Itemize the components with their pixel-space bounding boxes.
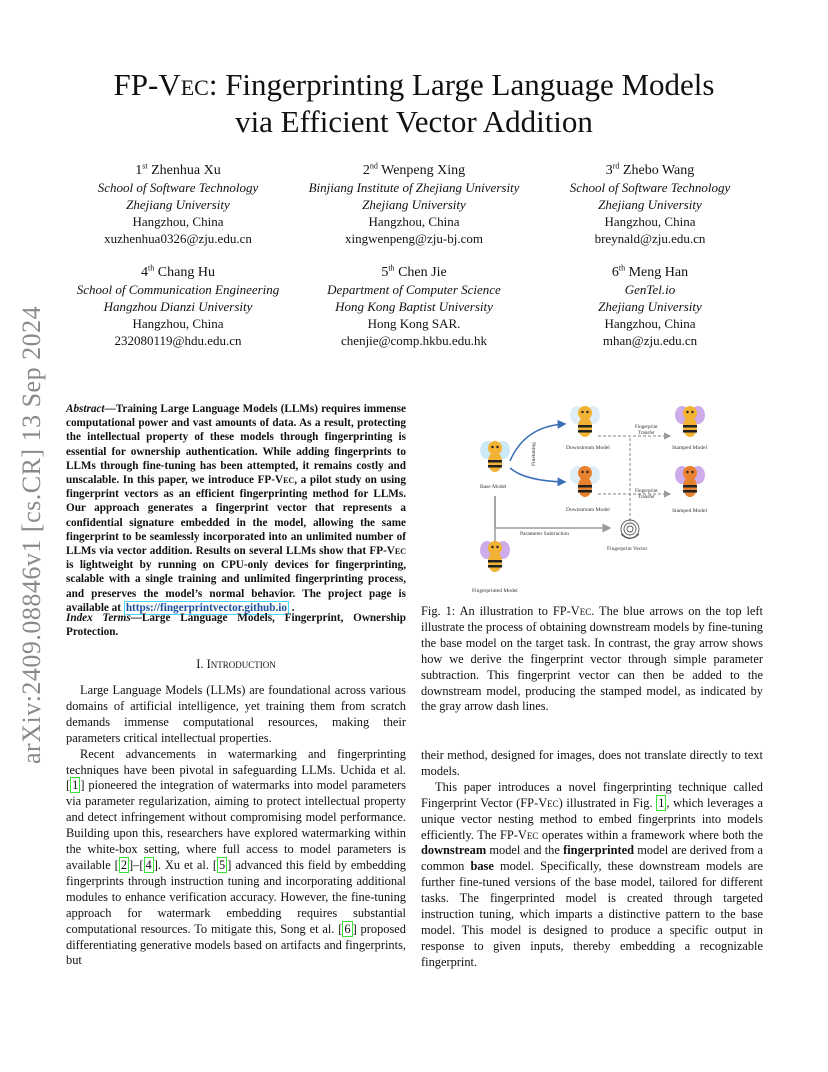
label-fp-transfer-1a: Fingerprint — [635, 425, 658, 430]
author-sup: st — [142, 161, 148, 171]
title-rest: : Fingerprinting Large Language Models — [208, 67, 715, 102]
label-fp-transfer-1b: Transfer — [638, 431, 655, 436]
label-base-model: Base Model — [480, 484, 507, 490]
text-run: . Xu et al. — [157, 857, 213, 872]
author-3 — [532, 162, 768, 247]
text-run: fingerprinted — [563, 843, 635, 858]
author-affil: School of Communication Engineering — [76, 282, 280, 297]
label-finetuning: Finetuning — [531, 442, 537, 466]
citation-link[interactable]: 6 — [344, 921, 351, 936]
intro-paragraph: Recent advancements in watermarking and fingerprinting techniques have been pivotal in safeguarding LLMs. Uchida et al. [ 1 ] pioneered the integration of watermarks into model parameters via parameter regularization, aiming to protect intellectual property and detect infringement without compromising model performance. Building upon this, researchers have explored watermarking within the white-box setting, where full access to model parameters is available [ 2 ]–[ 4 ]. Xu et al. [ 5 ] advanced this field by embedding fingerprints through instruction tuning and incorporating additional modules to enhance verification accuracy. However, the fine-tuning approach for watermark embedding requires substantial computational resources. To mitigate this, Song et al. [ 6 ] proposed differentiating generative models based on artifacts and fingerprints, but — [66, 746, 406, 968]
bee-base-model — [480, 441, 510, 472]
text-run: advanced this field by embedding fingerprints through instruction tuning and incorporating additional modules to enhance verification accuracy. However, the fine-tuning approach for watermark embedding requires substantial computational resources. To mitigate this, Song et al. — [66, 857, 406, 936]
author-city: Hangzhou, China — [132, 316, 224, 331]
author-ord: 4 — [141, 265, 149, 280]
text-run: base — [470, 859, 494, 874]
author-4 — [60, 264, 296, 349]
author-sup: th — [618, 263, 626, 273]
author-affil: Zhejiang University — [598, 197, 702, 212]
intro-paragraph: Large Language Models (LLMs) are foundational across various domains of artificial intelligence, yet training them from scratch demands immense computational resources, making their parameters critical intellectual properties. — [66, 683, 406, 745]
author-city: Hangzhou, China — [368, 214, 460, 229]
citation-link[interactable]: 2 — [120, 857, 128, 872]
text-run: model. Specifically, these downstream models are further fine-tuned versions of the base model, tailored for different tasks. The fingerprinted model is created through targeted instruction tuning, which imparts a distinctive pattern to the base model. This model is designed to produce a specific output in response to given inputs, thereby embedding a recognizable fingerprint. — [421, 859, 763, 969]
author-1 — [60, 162, 296, 247]
author-affil: Zhejiang University — [362, 197, 466, 212]
label-downstream-2: Downstream Model — [566, 507, 610, 513]
author-affil: Zhejiang University — [126, 197, 230, 212]
index-terms-text: —Large Language Models, Fingerprint, Ownership Protection. — [66, 612, 406, 639]
index-terms — [66, 611, 406, 639]
author-city: Hangzhou, China — [604, 316, 696, 331]
author-affil: School of Software Technology — [569, 180, 731, 195]
text-run: operates within a framework where both the — [538, 827, 763, 842]
text-run: pioneered the integration of watermarks into model parameters via parameter regularization, aiming to protect intellectual property and detect infringement without compromising model performance. Building upon this, researchers have explored watermarking within the white-box setting, where full access to model parameters is available — [66, 778, 406, 872]
abstract-text: . — [289, 601, 295, 614]
caption-text: Fig. 1: An illustration to FP- — [421, 604, 571, 618]
author-sup: th — [148, 263, 155, 273]
bee-stamped-2 — [675, 466, 705, 497]
author-email: 232080119@hdu.edu.cn — [114, 333, 242, 348]
text-run: model and the — [486, 843, 564, 858]
author-affil: Binjiang Institute of Zhejiang University — [308, 180, 520, 195]
arrow-finetune-2 — [510, 468, 565, 482]
author-name: Chang Hu — [157, 265, 215, 280]
abstract-text: —Training Large Language Models (LLMs) requires immense computational power and vast amounts of data. As a result, protecting the intellectual property of these models through fingerprinting is essential for ownership authentication. While adding fingerprints to LLMs through fine-tuning has been attempted, it remains costly and unscalable. In this paper, we introduce FP- — [66, 403, 406, 487]
author-email: xuzhenhua0326@zju.edu.cn — [104, 231, 252, 246]
author-ord: 2 — [362, 163, 370, 178]
arrow-finetune-1 — [510, 424, 565, 461]
label-stamped-2: Stamped Model — [672, 508, 707, 514]
author-6 — [532, 264, 768, 349]
author-name: Chen Jie — [398, 265, 447, 280]
author-email: mhan@zju.edu.cn — [602, 333, 698, 348]
text-run: , which leverages a unique vector nesting method to embed fingerprints into models efficiently. The FP- — [421, 795, 763, 842]
section-heading — [66, 657, 406, 672]
abstract-text: , a pilot study on using fingerprint vectors as an efficient fingerprinting method for LLMs. Our approach generates a fingerprint vector that represents a confidential signature embedded in the model, allowing the same fingerprint to be seamlessly incorporated into an unlimited number of LLMs via vector addition. Results on several LLMs show that FP- — [66, 474, 406, 558]
author-name: Zhenhua Xu — [151, 163, 221, 178]
author-2 — [296, 162, 532, 247]
text-run: model are derived from a common — [421, 843, 764, 874]
bee-downstream-1 — [570, 406, 600, 437]
author-city: Hangzhou, China — [132, 214, 224, 229]
label-fp-transfer-2a: Fingerprint — [635, 489, 658, 494]
abstract-sc: Vec — [386, 545, 406, 558]
author-city: Hangzhou, China — [604, 214, 696, 229]
text-run: This paper introduces a novel fingerprinting technique called Fingerprint Vector (FP- — [421, 779, 763, 810]
abstract — [66, 402, 406, 615]
citation-link[interactable]: 1 — [72, 778, 79, 793]
author-ord: 5 — [381, 265, 389, 280]
author-name: Zhebo Wang — [622, 163, 695, 178]
label-fp-vector: Fingerprint Vector — [607, 546, 648, 552]
bee-stamped-1 — [675, 406, 705, 437]
text-run: Vec — [517, 827, 539, 842]
section-number: I. — [196, 657, 204, 671]
title-line2: via Efficient Vector Addition — [235, 104, 593, 139]
title-prefix: FP- — [113, 67, 159, 102]
text-run: Recent advancements in watermarking and fingerprinting techniques have been pivotal in safeguarding LLMs. Uchida et al. — [66, 746, 406, 777]
abstract-sc: Vec — [274, 474, 295, 487]
author-name: Wenpeng Xing — [381, 163, 466, 178]
figure-ref-link[interactable]: 1 — [658, 795, 665, 810]
abstract-label: Abstract — [66, 403, 105, 415]
author-block — [60, 162, 768, 362]
author-5 — [296, 264, 532, 349]
section-title: Introduction — [206, 657, 276, 671]
index-terms-label: Index Terms — [66, 612, 131, 624]
intro-right — [421, 748, 763, 971]
intro-left — [66, 683, 406, 969]
author-ord: 6 — [611, 265, 619, 280]
author-affil: Hong Kong Baptist University — [335, 299, 493, 314]
author-sup: nd — [369, 161, 378, 171]
author-name: Meng Han — [628, 265, 689, 280]
author-affil: Department of Computer Science — [327, 282, 501, 297]
intro-continuation: their method, designed for images, does not translate directly to text models. — [421, 748, 763, 778]
label-fp-model: Fingerprinted Model — [472, 588, 518, 594]
label-downstream-1: Downstream Model — [566, 445, 610, 451]
author-email: chenjie@comp.hkbu.edu.hk — [341, 333, 487, 348]
text-run: proposed differentiating generative models based on artifacts and fingerprints, but — [66, 921, 406, 968]
label-fp-transfer-2b: Transfer — [638, 495, 655, 500]
text-run: downstream — [421, 843, 487, 858]
fingerprint-icon — [621, 520, 639, 539]
label-param-sub: Parameter Subtraction — [520, 531, 570, 537]
citation-link[interactable]: 5 — [219, 857, 226, 872]
text-run: – — [133, 857, 140, 872]
author-sup: th — [388, 263, 395, 273]
citation-link[interactable]: 4 — [145, 857, 152, 872]
paper-title — [60, 66, 768, 140]
bee-fingerprinted-model — [480, 541, 510, 572]
author-affil: Zhejiang University — [598, 299, 702, 314]
author-affil: School of Software Technology — [97, 180, 259, 195]
text-run: ) illustrated in Fig. — [558, 795, 657, 810]
caption-text: . The blue arrows on the top left illustrate the process of obtaining downstream models by fine-tuning the base model on the target task. In contrast, the gray arrow shows how we derive the fingerprint vector through simple parameter subtraction. This fingerprint vector can then be added to the downstream model, producing the stamped model, as indicated by the gray arrow dash lines. — [421, 604, 763, 714]
label-stamped-1: Stamped Model — [672, 445, 707, 451]
author-ord: 3 — [605, 163, 613, 178]
figure-caption — [421, 604, 763, 715]
intro-paragraph — [421, 780, 763, 971]
text-run: Vec — [538, 795, 559, 810]
arxiv-stamp: arXiv:2409.08846v1 [cs.CR] 13 Sep 2024 — [17, 305, 46, 765]
author-email: breynald@zju.edu.cn — [594, 231, 706, 246]
figure-1-diagram — [470, 396, 770, 596]
author-affil: Hangzhou Dianzi University — [103, 299, 253, 314]
author-email: xingwenpeng@zju-bj.com — [345, 231, 483, 246]
author-city: Hong Kong SAR. — [367, 316, 461, 331]
abstract-text: is lightweight by running on CPU-only devices for fingerprinting, scalable with a single training and unlimited fingerprinting process, and preserves the model’s normal behavior. The project page is available at — [66, 559, 406, 614]
author-affil: GenTel.io — [624, 282, 676, 297]
author-ord: 1 — [135, 163, 143, 178]
project-link[interactable]: https://fingerprintvector.github.io — [125, 601, 287, 614]
author-sup: rd — [612, 161, 620, 171]
title-sc: Vec — [158, 67, 209, 102]
bee-downstream-2 — [570, 466, 600, 497]
caption-sc: Vec — [570, 604, 592, 618]
